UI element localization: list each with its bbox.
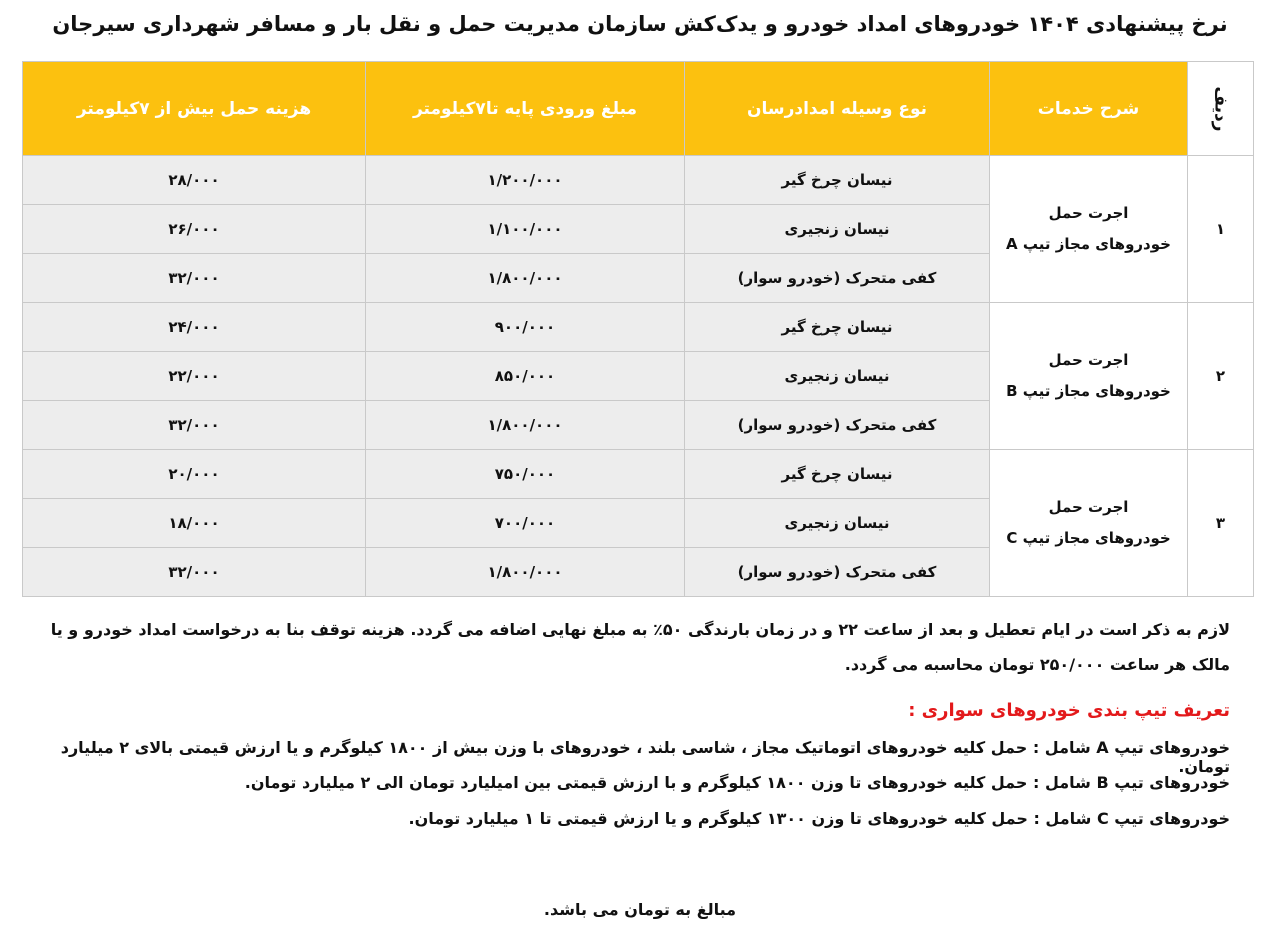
- base-price-cell: ۷۵۰/۰۰۰: [366, 450, 685, 499]
- surcharge-note: لازم به ذکر است در ایام تعطیل و بعد از ساعت ۲۲ و در زمان بارندگی ۵۰٪ به مبلغ نهایی اضافه می گردد. هزینه توقف بنا به درخواست امداد خودرو و یا مالک هر ساعت ۲۵۰/۰۰۰ تومان محاسبه می گردد.: [50, 620, 1230, 674]
- vehicle-cell: نیسان زنجیری: [685, 205, 990, 254]
- header-row-number: ردیف: [1188, 62, 1254, 156]
- extra-cost-cell: ۳۲/۰۰۰: [23, 548, 366, 597]
- service-line: اجرت حمل: [1048, 498, 1129, 516]
- definition-type-b: خودروهای تیپ B شامل : حمل کلیه خودروهای تا وزن ۱۸۰۰ کیلوگرم و با ارزش قیمتی بین امیلیارد تومان الی ۲ میلیارد تومان.: [244, 773, 1230, 792]
- definition-type-a: خودروهای تیپ A شامل : حمل کلیه خودروهای اتوماتیک مجاز ، شاسی بلند ، خودروهای با وزن بیش از ۱۸۰۰ کیلوگرم و یا ارزش قیمتی بالای ۲ میلیارد تومان.: [60, 738, 1230, 776]
- base-price-cell: ۱/۸۰۰/۰۰۰: [366, 401, 685, 450]
- definition-type-c: خودروهای تیپ C شامل : حمل کلیه خودروهای تا وزن ۱۳۰۰ کیلوگرم و یا ارزش قیمتی تا ۱ میلیارد تومان.: [408, 809, 1230, 828]
- vehicle-cell: نیسان زنجیری: [685, 352, 990, 401]
- table-row: [23, 156, 1254, 205]
- base-price-cell: ۱/۸۰۰/۰۰۰: [366, 254, 685, 303]
- service-description: [990, 156, 1188, 303]
- base-price-cell: ۱/۱۰۰/۰۰۰: [366, 205, 685, 254]
- vehicle-cell: کفی متحرک (خودرو سوار): [685, 548, 990, 597]
- service-description: [990, 303, 1188, 450]
- page-title: نرخ پیشنهادی ۱۴۰۴ خودروهای امداد خودرو و یدک‌کش سازمان مدیریت حمل و نقل بار و مسافر شهرداری سیرجان: [52, 12, 1228, 36]
- vehicle-cell: نیسان چرخ گیر: [685, 156, 990, 205]
- base-price-cell: ۱/۸۰۰/۰۰۰: [366, 548, 685, 597]
- header-extra-cost: هزینه حمل بیش از ۷کیلومتر: [23, 62, 366, 156]
- extra-cost-cell: ۳۲/۰۰۰: [23, 254, 366, 303]
- service-line: خودروهای مجاز تیپ C: [1006, 529, 1171, 547]
- row-index: ۲: [1188, 303, 1254, 450]
- currency-footer: مبالغ به تومان می باشد.: [543, 900, 737, 919]
- extra-cost-cell: ۲۸/۰۰۰: [23, 156, 366, 205]
- header-base-price: مبلغ ورودی پایه تا۷کیلومتر: [366, 62, 685, 156]
- service-line: اجرت حمل: [1048, 204, 1129, 222]
- header-vehicle: نوع وسیله امدادرسان: [685, 62, 990, 156]
- vehicle-cell: کفی متحرک (خودرو سوار): [685, 254, 990, 303]
- base-price-cell: ۱/۲۰۰/۰۰۰: [366, 156, 685, 205]
- extra-cost-cell: ۳۲/۰۰۰: [23, 401, 366, 450]
- base-price-cell: ۸۵۰/۰۰۰: [366, 352, 685, 401]
- vehicle-cell: نیسان چرخ گیر: [685, 303, 990, 352]
- extra-cost-cell: ۲۶/۰۰۰: [23, 205, 366, 254]
- table-row: [23, 450, 1254, 499]
- service-description: [990, 450, 1188, 597]
- vehicle-cell: کفی متحرک (خودرو سوار): [685, 401, 990, 450]
- vehicle-cell: نیسان زنجیری: [685, 499, 990, 548]
- table-header-row: [23, 62, 1254, 156]
- base-price-cell: ۹۰۰/۰۰۰: [366, 303, 685, 352]
- vehicle-cell: نیسان چرخ گیر: [685, 450, 990, 499]
- service-line: اجرت حمل: [1048, 351, 1129, 369]
- definitions-title: تعریف تیپ بندی خودروهای سواری :: [908, 700, 1230, 721]
- row-index: ۱: [1188, 156, 1254, 303]
- service-line: خودروهای مجاز تیپ A: [1006, 235, 1171, 253]
- row-index: ۳: [1188, 450, 1254, 597]
- table-row: [23, 303, 1254, 352]
- extra-cost-cell: ۱۸/۰۰۰: [23, 499, 366, 548]
- extra-cost-cell: ۲۲/۰۰۰: [23, 352, 366, 401]
- service-line: خودروهای مجاز تیپ B: [1006, 382, 1171, 400]
- base-price-cell: ۷۰۰/۰۰۰: [366, 499, 685, 548]
- extra-cost-cell: ۲۰/۰۰۰: [23, 450, 366, 499]
- header-service: شرح خدمات: [990, 62, 1188, 156]
- rate-table: [22, 61, 1254, 597]
- extra-cost-cell: ۲۴/۰۰۰: [23, 303, 366, 352]
